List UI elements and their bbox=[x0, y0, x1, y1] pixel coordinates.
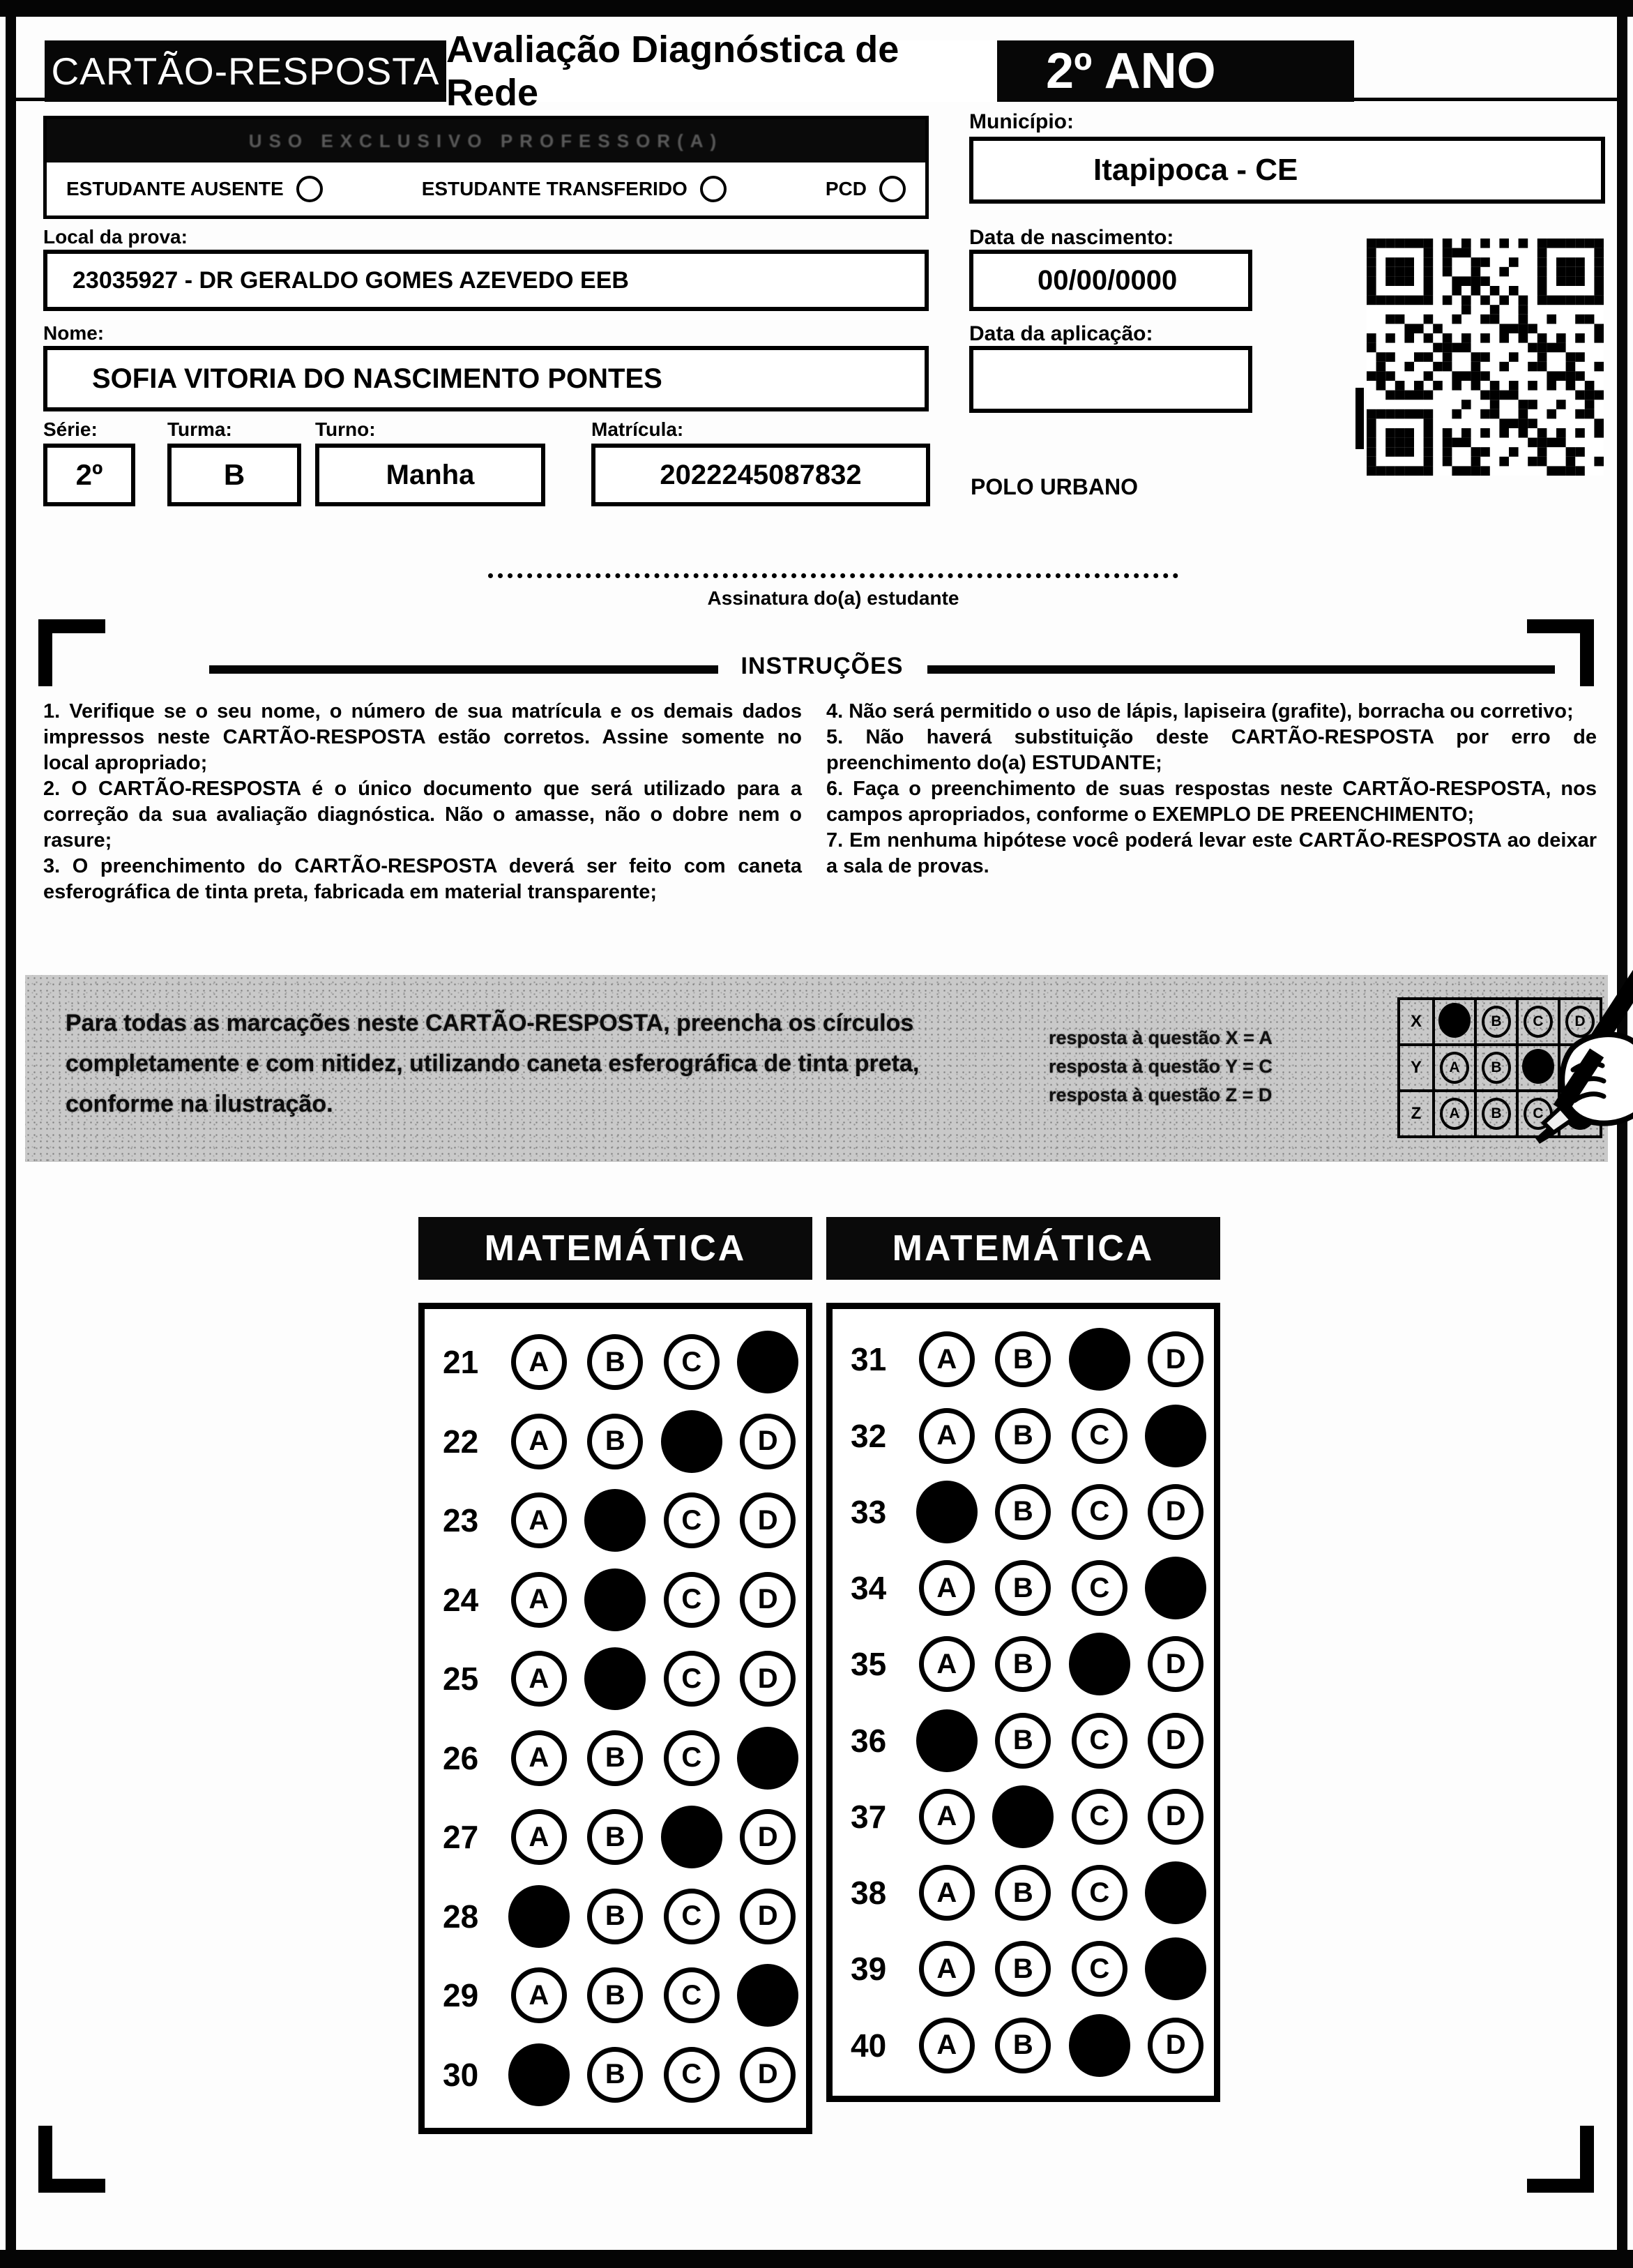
answer-bubble: D bbox=[740, 1651, 796, 1707]
turma-field: B bbox=[167, 444, 301, 506]
answer-bubble: A bbox=[919, 2018, 975, 2073]
instructions-title: INSTRUÇÕES bbox=[740, 653, 904, 679]
option-slot bbox=[985, 1331, 1061, 1387]
polo-text: POLO URBANO bbox=[971, 474, 1138, 499]
answer-bubble: D bbox=[740, 1414, 796, 1469]
option-slot bbox=[577, 1889, 653, 1944]
answer-bubble-filled bbox=[1069, 2014, 1130, 2077]
answer-bubble: B bbox=[587, 2047, 643, 2103]
option-slot bbox=[1138, 1636, 1214, 1692]
answer-bubble: A bbox=[919, 1865, 975, 1921]
question-row bbox=[425, 1647, 806, 1710]
answer-bubble: C bbox=[664, 1730, 720, 1786]
option-slot bbox=[1138, 1861, 1214, 1924]
answer-bubble: B bbox=[587, 1967, 643, 2023]
answer-bubble: D bbox=[1148, 2018, 1203, 2073]
instructions-left-column bbox=[43, 699, 802, 905]
option-slot bbox=[653, 1889, 729, 1944]
option-slot bbox=[1061, 1941, 1137, 1997]
option-slot bbox=[1138, 1789, 1214, 1845]
option-slot bbox=[1061, 1328, 1137, 1391]
question-row bbox=[425, 1410, 806, 1473]
example-instruction-text: Para todas as marcações neste CARTÃO-RESPOSTA, preencha os círculos completamente e com nitidez, utilizando caneta esferográfica de tinta preta, conforme na ilustração. bbox=[66, 1010, 920, 1117]
answer-bubble: A bbox=[919, 1789, 975, 1845]
option-slot bbox=[1061, 1789, 1137, 1845]
status-option-label: PCD bbox=[825, 178, 867, 199]
instruction-item: 4. Não será permitido o uso de lápis, lapiseira (grafite), borracha ou corretivo; bbox=[826, 700, 1574, 723]
option-slot bbox=[501, 1967, 577, 2023]
example-band bbox=[25, 975, 1608, 1162]
option-slot bbox=[730, 1572, 806, 1628]
hand-pen-illustration bbox=[1489, 965, 1633, 1147]
option-slot bbox=[501, 1730, 577, 1786]
instructions-rule-left bbox=[209, 665, 718, 674]
answer-bubble: D bbox=[740, 1492, 796, 1548]
option-slot bbox=[985, 1408, 1061, 1464]
option-slot bbox=[653, 1572, 729, 1628]
option-slot bbox=[1138, 1557, 1214, 1619]
answer-bubble: B bbox=[587, 1730, 643, 1786]
option-slot bbox=[985, 1941, 1061, 1997]
answer-bubble: A bbox=[919, 1408, 975, 1464]
page-bottom-bar bbox=[0, 2250, 1633, 2268]
card-title: CARTÃO-RESPOSTA bbox=[45, 40, 446, 102]
example-bubble: B bbox=[1482, 1006, 1511, 1038]
question-number: 38 bbox=[851, 1875, 887, 1912]
option-slot bbox=[985, 2018, 1061, 2073]
aplicacao-field bbox=[969, 346, 1252, 413]
answer-bubble: D bbox=[1148, 1713, 1203, 1769]
answer-bubble-filled bbox=[1145, 1937, 1206, 2000]
answer-bubble-filled bbox=[1145, 1405, 1206, 1467]
answer-bubble: C bbox=[1072, 1408, 1127, 1464]
answer-bubble: B bbox=[587, 1889, 643, 1944]
crop-mark-top-right bbox=[1527, 619, 1594, 686]
answer-bubble: A bbox=[919, 1636, 975, 1692]
option-slot bbox=[730, 1889, 806, 1944]
option-slot bbox=[909, 1789, 985, 1845]
status-box bbox=[43, 116, 929, 219]
answer-bubble: B bbox=[995, 1941, 1051, 1997]
answer-bubble-filled bbox=[1069, 1633, 1130, 1695]
option-slot bbox=[1138, 1713, 1214, 1769]
question-row bbox=[833, 1405, 1214, 1467]
local-field: 23035927 - DR GERALDO GOMES AZEVEDO EEB bbox=[43, 250, 929, 311]
option-slot bbox=[909, 1865, 985, 1921]
answer-grid-21-30 bbox=[418, 1303, 812, 2134]
answer-bubble: C bbox=[664, 1967, 720, 2023]
nome-field: SOFIA VITORIA DO NASCIMENTO PONTES bbox=[43, 346, 929, 411]
question-number: 35 bbox=[851, 1646, 887, 1683]
matricula-field: 2022245087832 bbox=[591, 444, 930, 506]
question-number: 22 bbox=[443, 1423, 479, 1460]
option-slot bbox=[577, 1730, 653, 1786]
answer-bubble: C bbox=[1072, 1789, 1127, 1845]
municipio-field: Itapipoca - CE bbox=[969, 137, 1605, 204]
section-header-matematica-2: MATEMÁTICA bbox=[826, 1217, 1220, 1280]
answer-bubble: D bbox=[740, 1572, 796, 1628]
answer-bubble-filled bbox=[916, 1709, 978, 1772]
question-row bbox=[425, 1806, 806, 1868]
answer-bubble: D bbox=[740, 1889, 796, 1944]
status-option-label: ESTUDANTE AUSENTE bbox=[66, 178, 284, 199]
option-slot bbox=[909, 1481, 985, 1543]
example-bubble: A bbox=[1440, 1052, 1469, 1084]
answer-bubble-filled bbox=[1145, 1861, 1206, 1924]
answer-bubble: C bbox=[1072, 1560, 1127, 1616]
option-slot bbox=[577, 1334, 653, 1390]
answer-bubble: A bbox=[511, 1492, 567, 1548]
option-slot bbox=[501, 1334, 577, 1390]
option-slot bbox=[577, 1647, 653, 1710]
answer-bubble: D bbox=[1148, 1636, 1203, 1692]
question-row bbox=[833, 1785, 1214, 1848]
answer-bubble: A bbox=[919, 1941, 975, 1997]
signature-caption: Assinatura do(a) estudante bbox=[707, 587, 959, 609]
option-slot bbox=[1061, 1633, 1137, 1695]
question-row bbox=[425, 1331, 806, 1393]
example-bubble: C bbox=[1524, 1006, 1553, 1038]
answer-bubble: A bbox=[511, 1572, 567, 1628]
option-slot bbox=[909, 1560, 985, 1616]
section-header-matematica-1: MATEMÁTICA bbox=[418, 1217, 812, 1280]
status-option-label: ESTUDANTE TRANSFERIDO bbox=[421, 178, 688, 199]
option-slot bbox=[577, 2047, 653, 2103]
nascimento-label: Data de nascimento: bbox=[969, 226, 1174, 249]
answer-bubble: D bbox=[740, 1809, 796, 1865]
answer-bubble-filled bbox=[584, 1489, 646, 1552]
option-slot bbox=[1138, 1405, 1214, 1467]
question-number: 28 bbox=[443, 1898, 479, 1935]
answer-bubble: C bbox=[664, 2047, 720, 2103]
turno-label: Turno: bbox=[315, 418, 376, 440]
question-number: 27 bbox=[443, 1819, 479, 1856]
status-option bbox=[422, 176, 727, 202]
status-option bbox=[66, 176, 323, 202]
option-slot bbox=[909, 2018, 985, 2073]
option-slot bbox=[1061, 2014, 1137, 2077]
answer-bubble-filled bbox=[992, 1785, 1054, 1848]
answer-bubble: B bbox=[995, 1636, 1051, 1692]
instruction-item: 5. Não haverá substituição deste CARTÃO-RESPOSTA por erro de preenchimento do(a) ESTUDANTE; bbox=[826, 726, 1597, 774]
answer-bubble: C bbox=[1072, 1941, 1127, 1997]
answer-bubble: B bbox=[587, 1334, 643, 1390]
answer-bubble-filled bbox=[1069, 1328, 1130, 1391]
option-slot bbox=[653, 1334, 729, 1390]
status-option-circle bbox=[296, 176, 323, 202]
aplicacao-label: Data da aplicação: bbox=[969, 322, 1153, 345]
example-bubble: B bbox=[1482, 1052, 1511, 1084]
option-slot bbox=[1061, 1408, 1137, 1464]
instruction-item: 1. Verifique se o seu nome, o número de sua matrícula e os demais dados impressos neste CARTÃO-RESPOSTA estão corretos. Assine somente no local apropriado; bbox=[43, 700, 802, 774]
option-slot bbox=[501, 2043, 577, 2106]
turma-label: Turma: bbox=[167, 418, 232, 440]
local-label: Local da prova: bbox=[43, 226, 188, 248]
question-number: 39 bbox=[851, 1951, 887, 1988]
question-row bbox=[425, 2043, 806, 2106]
answer-bubble-filled bbox=[661, 1410, 722, 1473]
municipio-label: Município: bbox=[969, 110, 1074, 133]
option-slot bbox=[730, 1492, 806, 1548]
question-number: 30 bbox=[443, 2056, 479, 2093]
option-slot bbox=[730, 1964, 806, 2027]
option-slot bbox=[985, 1713, 1061, 1769]
answer-bubble-filled bbox=[584, 1647, 646, 1710]
question-number: 32 bbox=[851, 1417, 887, 1454]
question-number: 34 bbox=[851, 1570, 887, 1607]
matricula-label: Matrícula: bbox=[591, 418, 684, 440]
example-row-label: X bbox=[1399, 999, 1434, 1045]
answer-bubble: C bbox=[664, 1334, 720, 1390]
answer-bubble-filled bbox=[508, 2043, 570, 2106]
question-row bbox=[425, 1964, 806, 2027]
instructions-right-column bbox=[826, 699, 1597, 879]
example-answer-note: resposta à questão X = A bbox=[1049, 1027, 1273, 1048]
question-row bbox=[425, 1489, 806, 1552]
answer-bubble: D bbox=[740, 2047, 796, 2103]
answer-bubble: A bbox=[511, 1334, 567, 1390]
answer-bubble: A bbox=[511, 1967, 567, 2023]
grade-badge: 2º ANO bbox=[997, 40, 1354, 102]
option-slot bbox=[730, 1651, 806, 1707]
exclusive-use-strip bbox=[47, 119, 925, 162]
nome-label: Nome: bbox=[43, 322, 105, 344]
option-slot bbox=[577, 1414, 653, 1469]
option-slot bbox=[730, 2047, 806, 2103]
answer-bubble: C bbox=[664, 1889, 720, 1944]
example-row-label: Z bbox=[1399, 1091, 1434, 1137]
crop-mark-top-left bbox=[38, 619, 105, 686]
answer-bubble: A bbox=[511, 1809, 567, 1865]
question-number: 29 bbox=[443, 1977, 479, 2014]
question-row bbox=[833, 2014, 1214, 2077]
example-cell bbox=[1434, 1091, 1475, 1137]
answer-bubble-filled bbox=[584, 1568, 646, 1631]
question-row bbox=[425, 1885, 806, 1948]
option-slot bbox=[501, 1885, 577, 1948]
option-slot bbox=[501, 1809, 577, 1865]
option-slot bbox=[653, 1492, 729, 1548]
option-slot bbox=[653, 1651, 729, 1707]
answer-bubble: B bbox=[995, 1331, 1051, 1387]
answer-bubble: D bbox=[1148, 1331, 1203, 1387]
question-number: 36 bbox=[851, 1722, 887, 1759]
answer-bubble: C bbox=[664, 1572, 720, 1628]
option-slot bbox=[577, 1489, 653, 1552]
answer-bubble: C bbox=[664, 1651, 720, 1707]
option-slot bbox=[909, 1636, 985, 1692]
answer-bubble: C bbox=[1072, 1484, 1127, 1540]
question-number: 23 bbox=[443, 1502, 479, 1539]
example-cell bbox=[1434, 1045, 1475, 1091]
example-answer-notes bbox=[1049, 1024, 1390, 1110]
option-slot bbox=[501, 1414, 577, 1469]
answer-bubble: B bbox=[995, 2018, 1051, 2073]
qr-code bbox=[1367, 239, 1604, 476]
example-bubble: D bbox=[1565, 1006, 1595, 1038]
option-slot bbox=[1138, 1484, 1214, 1540]
example-bubble: A bbox=[1440, 1098, 1469, 1130]
option-slot bbox=[577, 1809, 653, 1865]
answer-bubble-filled bbox=[737, 1727, 798, 1790]
signature-line bbox=[488, 573, 1178, 578]
exclusive-use-text: USO EXCLUSIVO PROFESSOR(A) bbox=[248, 130, 724, 151]
example-answer-note: resposta à questão Y = C bbox=[1049, 1056, 1273, 1077]
answer-bubble: A bbox=[511, 1651, 567, 1707]
status-option-circle bbox=[700, 176, 727, 202]
question-number: 26 bbox=[443, 1739, 479, 1776]
answer-bubble: A bbox=[919, 1560, 975, 1616]
answer-bubble: C bbox=[1072, 1713, 1127, 1769]
status-option-circle bbox=[879, 176, 906, 202]
page-left-border bbox=[6, 17, 16, 2250]
answer-bubble-filled bbox=[661, 1806, 722, 1868]
exam-title: Avaliação Diagnóstica de Rede bbox=[446, 40, 997, 102]
option-slot bbox=[1061, 1484, 1137, 1540]
status-options-row bbox=[47, 162, 925, 216]
option-slot bbox=[1061, 1713, 1137, 1769]
instruction-item: 6. Faça o preenchimento de suas respostas neste CARTÃO-RESPOSTA, nos campos apropriados, conforme o EXEMPLO DE PREENCHIMENTO; bbox=[826, 778, 1597, 826]
example-answer-note: resposta à questão Z = D bbox=[1049, 1084, 1273, 1105]
answer-bubble: B bbox=[587, 1809, 643, 1865]
serie-field: 2º bbox=[43, 444, 135, 506]
question-number: 31 bbox=[851, 1341, 887, 1378]
nascimento-field: 00/00/0000 bbox=[969, 250, 1252, 311]
option-slot bbox=[909, 1941, 985, 1997]
question-row bbox=[833, 1861, 1214, 1924]
option-slot bbox=[730, 1809, 806, 1865]
question-row bbox=[833, 1937, 1214, 2000]
option-slot bbox=[501, 1651, 577, 1707]
option-slot bbox=[909, 1331, 985, 1387]
option-slot bbox=[909, 1709, 985, 1772]
option-slot bbox=[985, 1560, 1061, 1616]
answer-bubble-filled bbox=[737, 1964, 798, 2027]
option-slot bbox=[1061, 1865, 1137, 1921]
option-slot bbox=[501, 1572, 577, 1628]
option-slot bbox=[653, 1410, 729, 1473]
answer-bubble: B bbox=[995, 1484, 1051, 1540]
answer-bubble-filled bbox=[916, 1481, 978, 1543]
option-slot bbox=[501, 1492, 577, 1548]
option-slot bbox=[730, 1331, 806, 1393]
instruction-item: 2. O CARTÃO-RESPOSTA é o único documento que será utilizado para a correção da sua avaliação diagnóstica. Não o amasse, não o dobre nem o rasure; bbox=[43, 778, 802, 852]
answer-bubble: A bbox=[511, 1730, 567, 1786]
option-slot bbox=[653, 1730, 729, 1786]
option-slot bbox=[909, 1408, 985, 1464]
instruction-item: 7. Em nenhuma hipótese você poderá levar este CARTÃO-RESPOSTA ao deixar a sala de provas. bbox=[826, 829, 1597, 877]
question-row bbox=[425, 1727, 806, 1790]
question-number: 33 bbox=[851, 1493, 887, 1530]
example-cell bbox=[1434, 999, 1475, 1045]
option-slot bbox=[985, 1484, 1061, 1540]
instructions-rule-right bbox=[927, 665, 1555, 674]
page-top-bar bbox=[0, 0, 1633, 17]
option-slot bbox=[985, 1785, 1061, 1848]
answer-bubble: B bbox=[995, 1560, 1051, 1616]
answer-bubble: A bbox=[511, 1414, 567, 1469]
option-slot bbox=[653, 1806, 729, 1868]
question-number: 24 bbox=[443, 1581, 479, 1618]
question-row bbox=[425, 1568, 806, 1631]
option-slot bbox=[1061, 1560, 1137, 1616]
answer-bubble: C bbox=[1072, 1865, 1127, 1921]
question-row bbox=[833, 1481, 1214, 1543]
crop-mark-bottom-right bbox=[1527, 2126, 1594, 2193]
option-slot bbox=[577, 1568, 653, 1631]
question-number: 21 bbox=[443, 1344, 479, 1381]
answer-bubble: B bbox=[587, 1414, 643, 1469]
question-number: 40 bbox=[851, 2027, 887, 2064]
question-row bbox=[833, 1328, 1214, 1391]
option-slot bbox=[730, 1727, 806, 1790]
answer-grid-31-40 bbox=[826, 1303, 1220, 2102]
serie-label: Série: bbox=[43, 418, 98, 440]
option-slot bbox=[985, 1865, 1061, 1921]
answer-bubble: A bbox=[919, 1331, 975, 1387]
answer-bubble: D bbox=[1148, 1789, 1203, 1845]
option-slot bbox=[1138, 2018, 1214, 2073]
answer-bubble: B bbox=[995, 1713, 1051, 1769]
option-slot bbox=[653, 1967, 729, 2023]
option-slot bbox=[1138, 1937, 1214, 2000]
answer-bubble: C bbox=[664, 1492, 720, 1548]
question-number: 37 bbox=[851, 1798, 887, 1835]
option-slot bbox=[577, 1967, 653, 2023]
answer-bubble: D bbox=[1148, 1484, 1203, 1540]
option-slot bbox=[1138, 1331, 1214, 1387]
example-bubble: B bbox=[1482, 1098, 1511, 1130]
option-slot bbox=[730, 1414, 806, 1469]
option-slot bbox=[985, 1636, 1061, 1692]
question-number: 25 bbox=[443, 1661, 479, 1698]
turno-field: Manha bbox=[315, 444, 545, 506]
question-row bbox=[833, 1633, 1214, 1695]
example-bubble-filled bbox=[1438, 1003, 1471, 1038]
option-slot bbox=[653, 2047, 729, 2103]
answer-bubble-filled bbox=[508, 1885, 570, 1948]
crop-mark-bottom-left bbox=[38, 2126, 105, 2193]
example-bubble: C bbox=[1524, 1098, 1553, 1130]
status-option bbox=[826, 176, 906, 202]
qr-alignment-tick bbox=[1355, 388, 1364, 449]
question-row bbox=[833, 1557, 1214, 1619]
instruction-item: 3. O preenchimento do CARTÃO-RESPOSTA deverá ser feito com caneta esferográfica de tinta preta, fabricada em material transparente; bbox=[43, 855, 802, 903]
question-row bbox=[833, 1709, 1214, 1772]
answer-bubble: B bbox=[995, 1865, 1051, 1921]
answer-bubble-filled bbox=[1145, 1557, 1206, 1619]
answer-bubble-filled bbox=[737, 1331, 798, 1393]
example-row-label: Y bbox=[1399, 1045, 1434, 1091]
answer-bubble: B bbox=[995, 1408, 1051, 1464]
